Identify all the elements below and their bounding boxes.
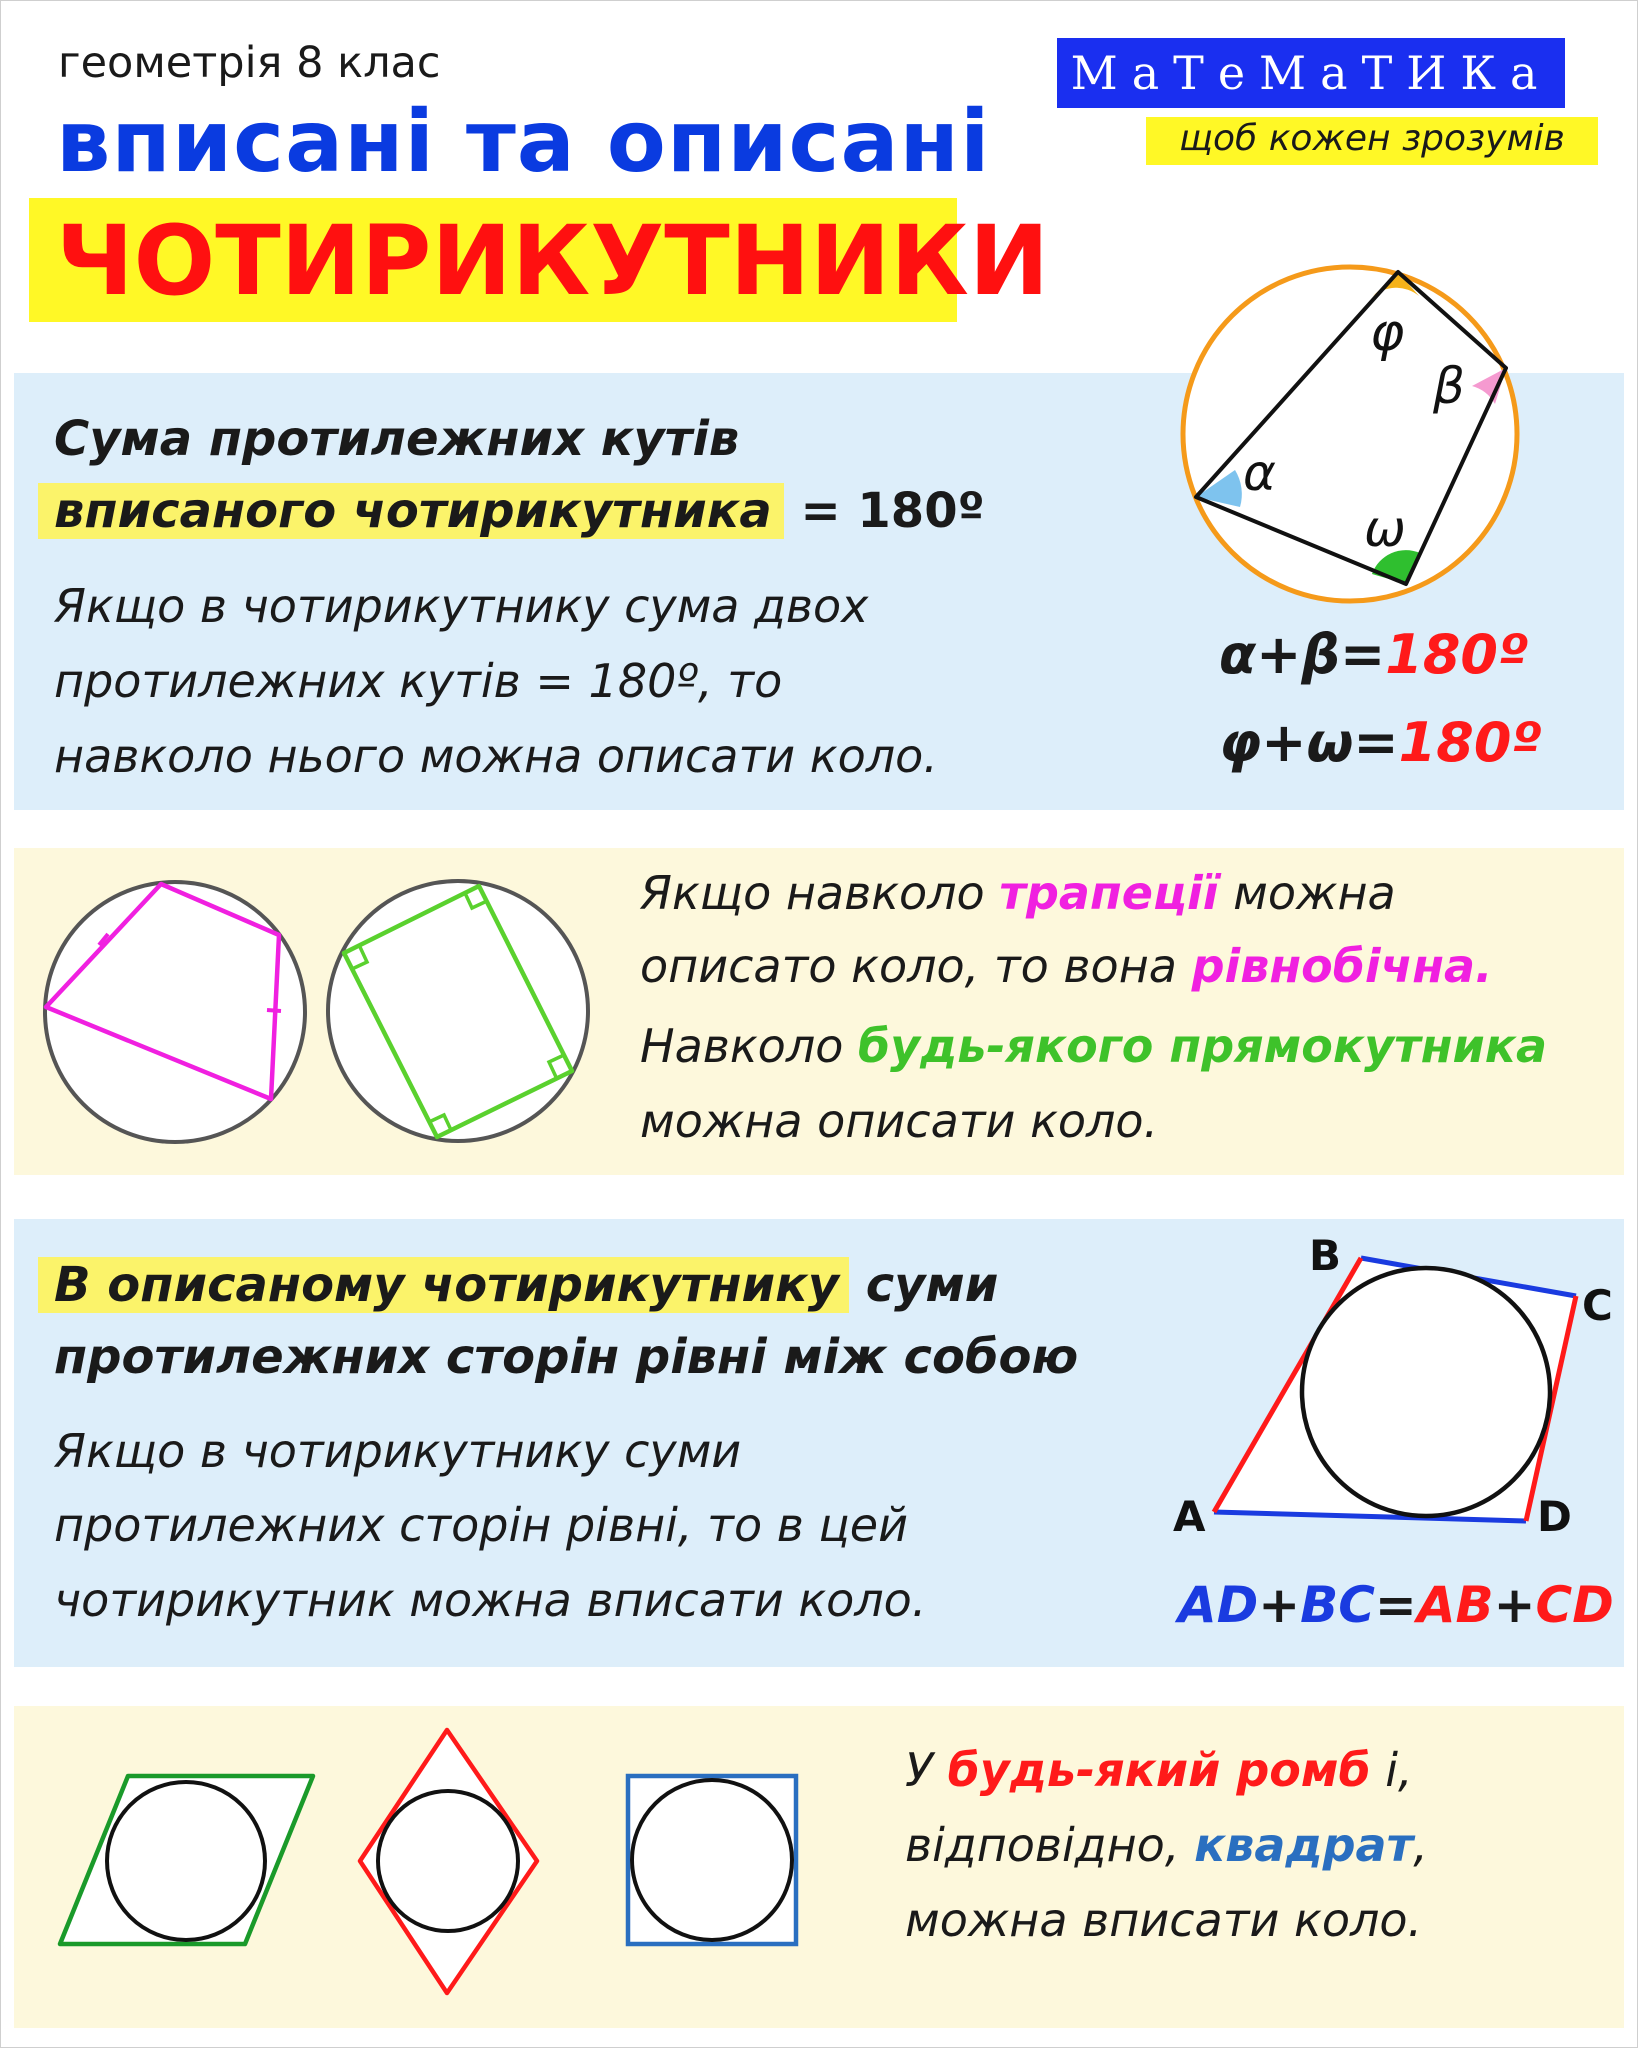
logo-text: МаТеМаТИКа bbox=[1070, 46, 1552, 100]
formula-alpha-beta-left: α+β= bbox=[1219, 623, 1386, 686]
isosceles-term: рівнобічна. bbox=[1191, 939, 1493, 993]
section2-line2-start: описато коло, то вона bbox=[640, 939, 1192, 993]
cyclic-quadrilateral-highlight: вписаного чотирикутника bbox=[38, 483, 784, 539]
parallelogram-incircle bbox=[107, 1782, 265, 1940]
section3-body-line2: протилежних сторін рівні, то в цей bbox=[54, 1498, 908, 1552]
section4-line3: можна вписати коло. bbox=[905, 1893, 1423, 1947]
section4-line1 bbox=[905, 1732, 1413, 1808]
section2-line1-end: можна bbox=[1218, 866, 1396, 920]
section2-line4: можна описати коло. bbox=[640, 1094, 1159, 1148]
section3-body-line3: чотирикутник можна вписати коло. bbox=[54, 1573, 927, 1627]
formula-phi-omega-right: 180º bbox=[1398, 711, 1542, 774]
vertex-d-label: D bbox=[1537, 1492, 1572, 1541]
rhombus-incircle bbox=[378, 1791, 518, 1931]
formula-phi-omega-left: φ+ω= bbox=[1219, 711, 1399, 774]
section1-body-line2: протилежних кутів = 180º, то bbox=[54, 654, 783, 708]
formula-ab: AB bbox=[1416, 1576, 1494, 1634]
section2-line1-start: Якщо навколо bbox=[640, 866, 1000, 920]
phi-label: φ bbox=[1370, 303, 1405, 363]
section3-heading-line2: протилежних сторін рівні між собою bbox=[54, 1329, 1079, 1385]
section4-line2 bbox=[905, 1807, 1428, 1883]
tangential-quadrilateral-highlight: В описаному чотирикутнику bbox=[38, 1257, 849, 1313]
rectangle-term: будь-якого прямокутника bbox=[857, 1019, 1548, 1073]
section1-body-line3: навколо нього можна описати коло. bbox=[54, 729, 938, 783]
page-title-line1: вписані та описані bbox=[56, 92, 991, 192]
section3-body-line1: Якщо в чотирикутнику суми bbox=[54, 1424, 742, 1478]
formula-alpha-beta-right: 180º bbox=[1385, 623, 1529, 686]
formula-plus-2: + bbox=[1493, 1576, 1536, 1634]
section4-line2-end: , bbox=[1413, 1818, 1428, 1872]
trapezoid-term: трапеції bbox=[999, 866, 1219, 920]
rhombus-term: будь-який ромб bbox=[947, 1743, 1371, 1797]
section4-line1-end: і, bbox=[1370, 1743, 1413, 1797]
vertex-a-label: A bbox=[1173, 1492, 1206, 1541]
logo-tagline: щоб кожен зрозумів bbox=[1179, 118, 1565, 159]
page-title-line2: ЧОТИРИКУТНИКИ bbox=[56, 205, 1050, 317]
alpha-label: α bbox=[1243, 444, 1276, 502]
formula-cd: CD bbox=[1535, 1576, 1614, 1634]
grade-label: геометрія 8 клас bbox=[58, 38, 441, 88]
section1-heading-line1: Сума протилежних кутів bbox=[54, 411, 740, 467]
section2-line3-start: Навколо bbox=[640, 1019, 858, 1073]
square-term: квадрат bbox=[1194, 1818, 1414, 1872]
formula-bc: BC bbox=[1300, 1576, 1375, 1634]
section4-line2-start: відповідно, bbox=[905, 1818, 1195, 1872]
heading-equals-180: = 180º bbox=[783, 483, 985, 539]
formula-equals: = bbox=[1374, 1576, 1417, 1634]
formula-ad: AD bbox=[1178, 1576, 1259, 1634]
omega-label: ω bbox=[1364, 500, 1406, 558]
beta-label: β bbox=[1433, 357, 1465, 415]
section4-line1-start: У bbox=[905, 1743, 948, 1797]
vertex-c-label: C bbox=[1582, 1281, 1613, 1330]
section1-body-line1: Якщо в чотирикутнику сума двох bbox=[54, 579, 869, 633]
formula-plus-1: + bbox=[1258, 1576, 1301, 1634]
vertex-b-label: B bbox=[1309, 1231, 1342, 1280]
square-incircle bbox=[632, 1780, 792, 1940]
section3-heading-line1-end: суми bbox=[849, 1257, 999, 1313]
